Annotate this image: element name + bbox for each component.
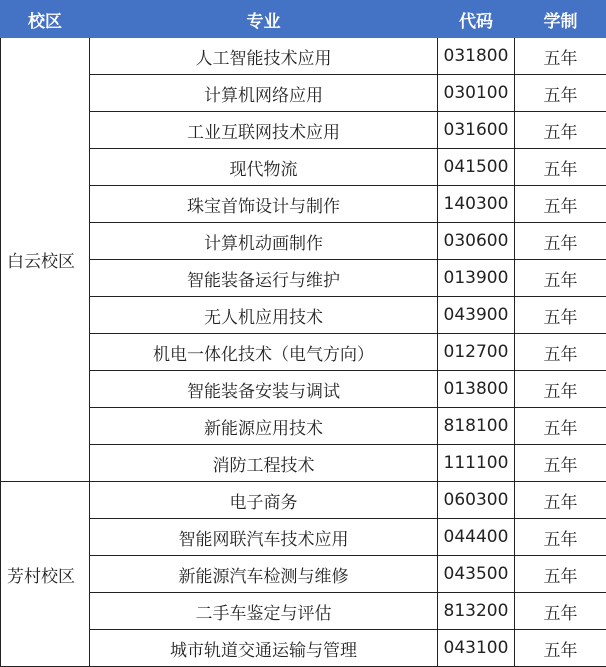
header-row [1,1,606,38]
code-cell: 043100 [438,630,515,667]
code-cell: 030600 [438,223,515,260]
table-body [1,38,606,667]
table-header [1,1,606,38]
table-row [1,408,606,445]
years-cell: 五年 [515,519,606,556]
campus-cell: 芳村校区 [1,482,90,667]
campus-cell: 白云校区 [1,38,90,482]
major-cell: 二手车鉴定与评估 [90,593,438,630]
major-cell: 智能装备运行与维护 [90,260,438,297]
code-cell: 043500 [438,556,515,593]
years-cell: 五年 [515,593,606,630]
table-row [1,519,606,556]
code-cell: 013800 [438,371,515,408]
header-years: 学制 [515,1,606,38]
years-cell: 五年 [515,371,606,408]
table-row [1,186,606,223]
years-cell: 五年 [515,149,606,186]
major-cell: 智能网联汽车技术应用 [90,519,438,556]
years-cell: 五年 [515,186,606,223]
major-cell: 机电一体化技术（电气方向） [90,334,438,371]
code-cell: 041500 [438,149,515,186]
years-cell: 五年 [515,334,606,371]
table-row [1,149,606,186]
code-cell: 060300 [438,482,515,519]
years-cell: 五年 [515,112,606,149]
header-code: 代码 [438,1,515,38]
major-cell: 消防工程技术 [90,445,438,482]
major-cell: 计算机网络应用 [90,75,438,112]
code-cell: 813200 [438,593,515,630]
major-cell: 电子商务 [90,482,438,519]
years-cell: 五年 [515,297,606,334]
major-cell: 新能源应用技术 [90,408,438,445]
years-cell: 五年 [515,38,606,75]
header-campus: 校区 [1,1,90,38]
table-row [1,297,606,334]
table-row [1,38,606,75]
major-cell: 无人机应用技术 [90,297,438,334]
table-row [1,482,606,519]
code-cell: 031600 [438,112,515,149]
code-cell: 140300 [438,186,515,223]
code-cell: 818100 [438,408,515,445]
table-row [1,334,606,371]
code-cell: 044400 [438,519,515,556]
table-row [1,556,606,593]
major-cell: 新能源汽车检测与维修 [90,556,438,593]
table-row [1,112,606,149]
table-row [1,445,606,482]
years-cell: 五年 [515,630,606,667]
years-cell: 五年 [515,223,606,260]
major-cell: 现代物流 [90,149,438,186]
code-cell: 012700 [438,334,515,371]
years-cell: 五年 [515,75,606,112]
table-row [1,260,606,297]
table-row [1,75,606,112]
code-cell: 013900 [438,260,515,297]
major-cell: 珠宝首饰设计与制作 [90,186,438,223]
code-cell: 043900 [438,297,515,334]
table-row [1,630,606,667]
code-cell: 031800 [438,38,515,75]
major-cell: 工业互联网技术应用 [90,112,438,149]
table-row [1,223,606,260]
table-row [1,371,606,408]
header-major: 专业 [90,1,438,38]
table-row [1,593,606,630]
code-cell: 030100 [438,75,515,112]
major-cell: 城市轨道交通运输与管理 [90,630,438,667]
major-cell: 智能装备安装与调试 [90,371,438,408]
years-cell: 五年 [515,556,606,593]
years-cell: 五年 [515,482,606,519]
years-cell: 五年 [515,260,606,297]
years-cell: 五年 [515,445,606,482]
major-cell: 计算机动画制作 [90,223,438,260]
years-cell: 五年 [515,408,606,445]
code-cell: 111100 [438,445,515,482]
major-cell: 人工智能技术应用 [90,38,438,75]
